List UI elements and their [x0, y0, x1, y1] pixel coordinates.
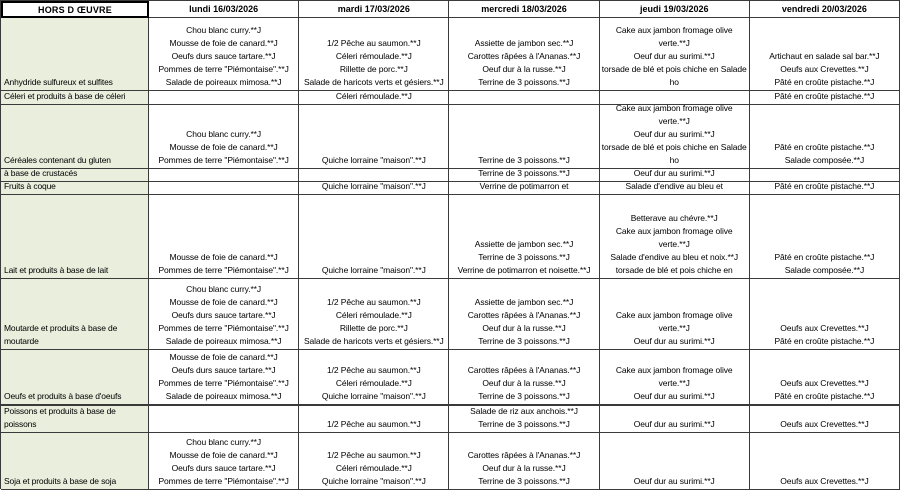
row-label-cell: [1, 182, 149, 195]
menu-item: Pommes de terre "Piémontaise".**J: [158, 64, 289, 74]
menu-item: Salade d'endive au bleu et: [625, 182, 723, 191]
menu-item: Céleri rémoulade.**J: [335, 51, 412, 61]
menu-item: Oeufs durs sauce tartare.**J: [171, 365, 276, 375]
table-row: [1, 279, 900, 350]
menu-cell: [149, 433, 299, 490]
menu-item: Cake aux jambon fromage olive verte.**J: [615, 310, 733, 333]
menu-item: Céleri rémoulade.**J: [335, 310, 412, 320]
menu-item: 1/2 Pêche au saumon.**J: [326, 450, 421, 460]
menu-cell: [600, 91, 750, 105]
menu-item: Oeufs aux Crevettes.**J: [780, 323, 869, 333]
menu-item: Cake aux jambon fromage olive verte.**J: [615, 226, 733, 249]
row-label-cell: [1, 406, 149, 433]
menu-item: Pommes de terre "Piémontaise".**J: [158, 323, 289, 333]
menu-cell: [449, 195, 599, 279]
menu-item: Mousse de foie de canard.**J: [169, 297, 278, 307]
row-label-cell: [1, 169, 149, 182]
row-label-line: Poissons et produits à base de: [4, 406, 116, 416]
menu-item: Carottes râpées à l'Ananas.**J: [467, 51, 581, 61]
menu-cell: [600, 195, 750, 279]
menu-item: torsade de blé et pois chiche en: [615, 265, 733, 275]
menu-item: Terrine de 3 poissons.**J: [478, 252, 570, 262]
menu-item: Quiche lorraine "maison".**J: [321, 265, 426, 275]
menu-item: Carottes râpées à l'Ananas.**J: [467, 310, 581, 320]
menu-item: Betterave au chévre.**J: [630, 213, 718, 223]
menu-item: Oeuf dur au surimi.**J: [633, 129, 715, 139]
menu-item: Assiette de jambon sec.**J: [474, 239, 574, 249]
row-label-cell: [1, 279, 149, 350]
menu-cell: [299, 433, 449, 490]
menu-cell: [299, 350, 449, 406]
menu-cell: [149, 350, 299, 406]
menu-cell: [299, 406, 449, 433]
table-row: [1, 195, 900, 279]
row-label-cell: [1, 18, 149, 91]
menu-item: Verrine de potimarron et noisette.**J: [457, 265, 591, 275]
menu-cell: [449, 18, 599, 91]
menu-item: Pâté en croûte pistache.**J: [774, 391, 875, 401]
column-header-label: lundi 16/03/2026: [189, 3, 259, 14]
menu-item: Rillette de porc.**J: [339, 64, 408, 74]
menu-item: Verrine de potimarron et: [479, 182, 569, 191]
menu-cell: [600, 182, 750, 195]
menu-item: Terrine de 3 poissons.**J: [478, 169, 570, 178]
menu-item: 1/2 Pêche au saumon.**J: [326, 38, 421, 48]
row-label-line: moutarde: [4, 336, 39, 346]
menu-item: Oeuf dur au surimi.**J: [633, 169, 715, 178]
menu-item: Chou blanc curry.**J: [186, 129, 262, 139]
menu-cell: [600, 433, 750, 490]
menu-item: Cake aux jambon fromage olive verte.**J: [615, 365, 733, 388]
table-row: [1, 350, 900, 406]
menu-cell: [750, 279, 900, 350]
menu-item: Oeufs aux Crevettes.**J: [780, 419, 869, 429]
menu-item: Oeuf dur au surimi.**J: [633, 51, 715, 61]
menu-cell: [750, 195, 900, 279]
menu-cell: [750, 433, 900, 490]
row-label-line: Anhydride sulfureux et sulfites: [4, 77, 113, 87]
menu-cell: [149, 279, 299, 350]
table-row: [1, 91, 900, 105]
menu-cell: [149, 105, 299, 169]
menu-cell: [600, 105, 750, 169]
menu-item: Chou blanc curry.**J: [186, 284, 262, 294]
table-row: [1, 182, 900, 195]
menu-item: Mousse de foie de canard.**J: [169, 352, 278, 362]
table-row: [1, 18, 900, 91]
row-label-line: Fruits à coque: [4, 182, 56, 191]
menu-item: torsade de blé et pois chiche en Salade ho: [601, 64, 747, 87]
menu-item: Chou blanc curry.**J: [186, 437, 262, 447]
row-label-line: Soja et produits à base de soja: [4, 476, 117, 486]
menu-cell: [449, 350, 599, 406]
menu-cell: [449, 433, 599, 490]
row-label-line: poissons: [4, 419, 37, 429]
table-row: [1, 406, 900, 433]
menu-item: Quiche lorraine "maison".**J: [321, 391, 426, 401]
menu-item: Pâté en croûte pistache.**J: [774, 142, 875, 152]
row-label-cell: [1, 350, 149, 406]
menu-cell: [750, 406, 900, 433]
menu-item: Terrine de 3 poissons.**J: [478, 391, 570, 401]
table-corner-title: [1, 1, 149, 18]
menu-item: Salade de haricots verts et gésiers.**J: [303, 77, 444, 87]
menu-item: Mousse de foie de canard.**J: [169, 38, 278, 48]
menu-cell: [449, 279, 599, 350]
column-header-day: [750, 1, 900, 18]
column-header-label: jeudi 19/03/2026: [639, 3, 709, 14]
row-label-line: Lait et produits à base de lait: [4, 265, 109, 275]
menu-item: Chou blanc curry.**J: [186, 25, 262, 35]
menu-item: Terrine de 3 poissons.**J: [478, 476, 570, 486]
menu-item: Carottes râpées à l'Ananas.**J: [467, 450, 581, 460]
menu-item: Cake aux jambon fromage olive verte.**J: [615, 105, 733, 126]
menu-item: 1/2 Pêche au saumon.**J: [326, 419, 421, 429]
menu-cell: [299, 195, 449, 279]
row-label-cell: [1, 195, 149, 279]
menu-cell: [600, 406, 750, 433]
menu-item: Oeuf dur au surimi.**J: [633, 336, 715, 346]
menu-item: Artichaut en salade sal bar.**J: [769, 51, 880, 61]
menu-cell: [299, 18, 449, 91]
menu-item: Terrine de 3 poissons.**J: [478, 336, 570, 346]
menu-item: Oeufs aux Crevettes.**J: [780, 64, 869, 74]
menu-cell: [750, 169, 900, 182]
menu-cell: [449, 91, 599, 105]
menu-item: Oeuf dur à la russe.**J: [482, 463, 566, 473]
menu-cell: [449, 169, 599, 182]
table-header-row: [1, 1, 900, 18]
row-label-cell: [1, 433, 149, 490]
menu-item: Salade d'endive au bleu et noix.**J: [610, 252, 739, 262]
menu-cell: [600, 279, 750, 350]
menu-item: Oeuf dur au surimi.**J: [633, 391, 715, 401]
menu-item: Céleri rémoulade.**J: [335, 91, 412, 101]
menu-item: Cake aux jambon fromage olive verte.**J: [615, 25, 733, 48]
menu-item: Quiche lorraine "maison".**J: [321, 476, 426, 486]
menu-cell: [149, 195, 299, 279]
menu-item: Salade de riz aux anchois.**J: [470, 406, 578, 416]
menu-cell: [149, 182, 299, 195]
menu-item: Oeufs aux Crevettes.**J: [780, 378, 869, 388]
menu-item: Pommes de terre "Piémontaise".**J: [158, 265, 289, 275]
menu-cell: [750, 182, 900, 195]
row-label-line: Céleri et produits à base de céleri: [4, 91, 126, 101]
menu-item: Salade de poireaux mimosa.**J: [165, 336, 282, 346]
menu-cell: [750, 350, 900, 406]
menu-item: Pommes de terre "Piémontaise".**J: [158, 378, 289, 388]
menu-item: Pâté en croûte pistache.**J: [774, 336, 875, 346]
column-header-day: [149, 1, 299, 18]
menu-item: Pâté en croûte pistache.**J: [774, 77, 875, 87]
menu-item: Assiette de jambon sec.**J: [474, 297, 574, 307]
row-label-cell: [1, 91, 149, 105]
menu-item: Terrine de 3 poissons.**J: [478, 419, 570, 429]
column-header-label: vendredi 20/03/2026: [781, 3, 867, 14]
column-header-label: mardi 17/03/2026: [337, 3, 410, 14]
menu-cell: [449, 406, 599, 433]
table-row: [1, 169, 900, 182]
row-label-cell: [1, 105, 149, 169]
menu-item: Pâté en croûte pistache.**J: [774, 91, 875, 101]
menu-item: Salade composée.**J: [784, 265, 865, 275]
row-label-line: Moutarde et produits à base de: [4, 323, 118, 333]
menu-item: Carottes râpées à l'Ananas.**J: [467, 365, 581, 375]
column-header-day: [449, 1, 599, 18]
menu-cell: [750, 91, 900, 105]
menu-item: Rillette de porc.**J: [339, 323, 408, 333]
menu-item: Oeuf dur à la russe.**J: [482, 64, 566, 74]
menu-item: Terrine de 3 poissons.**J: [478, 155, 570, 165]
menu-cell: [149, 169, 299, 182]
menu-item: 1/2 Pêche au saumon.**J: [326, 297, 421, 307]
row-label-line: à base de crustacés: [4, 169, 78, 178]
menu-item: Oeuf dur à la russe.**J: [482, 323, 566, 333]
menu-item: Oeufs aux Crevettes.**J: [780, 476, 869, 486]
menu-item: Céleri rémoulade.**J: [335, 463, 412, 473]
column-header-day: [299, 1, 449, 18]
corner-title-text: HORS D ŒUVRE: [38, 4, 112, 15]
column-header-label: mercredi 18/03/2026: [481, 3, 567, 14]
menu-cell: [449, 105, 599, 169]
menu-cell: [299, 105, 449, 169]
menu-item: Mousse de foie de canard.**J: [169, 142, 278, 152]
menu-cell: [600, 169, 750, 182]
menu-item: Pâté en croûte pistache.**J: [774, 182, 875, 191]
row-label-line: Oeufs et produits à base d'oeufs: [4, 391, 122, 401]
menu-item: Assiette de jambon sec.**J: [474, 38, 574, 48]
menu-item: Pâté en croûte pistache.**J: [774, 252, 875, 262]
menu-item: torsade de blé et pois chiche en Salade ho: [601, 142, 747, 165]
menu-item: Céleri rémoulade.**J: [335, 378, 412, 388]
menu-item: Mousse de foie de canard.**J: [169, 450, 278, 460]
menu-cell: [600, 350, 750, 406]
menu-item: Mousse de foie de canard.**J: [169, 252, 278, 262]
menu-item: Quiche lorraine "maison".**J: [321, 155, 426, 165]
menu-item: Salade composée.**J: [784, 155, 865, 165]
menu-item: Oeufs durs sauce tartare.**J: [171, 310, 276, 320]
menu-cell: [750, 105, 900, 169]
menu-cell: [149, 18, 299, 91]
table-row: [1, 433, 900, 490]
menu-cell: [299, 279, 449, 350]
menu-item: 1/2 Pêche au saumon.**J: [326, 365, 421, 375]
menu-cell: [600, 18, 750, 91]
menu-cell: [299, 91, 449, 105]
menu-item: Quiche lorraine "maison".**J: [321, 182, 426, 191]
menu-cell: [149, 406, 299, 433]
menu-item: Salade de poireaux mimosa.**J: [165, 391, 282, 401]
menu-cell: [149, 91, 299, 105]
row-label-line: Céréales contenant du gluten: [4, 155, 111, 165]
column-header-day: [600, 1, 750, 18]
menu-cell: [449, 182, 599, 195]
menu-item: Oeufs durs sauce tartare.**J: [171, 463, 276, 473]
menu-cell: [750, 18, 900, 91]
menu-item: Oeufs durs sauce tartare.**J: [171, 51, 276, 61]
menu-item: Oeuf dur au surimi.**J: [633, 419, 715, 429]
menu-item: Terrine de 3 poissons.**J: [478, 77, 570, 87]
menu-item: Oeuf dur à la russe.**J: [482, 378, 566, 388]
table-row: [1, 105, 900, 169]
menu-item: Pommes de terre "Piémontaise".**J: [158, 155, 289, 165]
menu-item: Oeuf dur au surimi.**J: [633, 476, 715, 486]
menu-item: Salade de poireaux mimosa.**J: [165, 77, 282, 87]
menu-cell: [299, 182, 449, 195]
menu-item: Salade de haricots verts et gésiers.**J: [303, 336, 444, 346]
menu-cell: [299, 169, 449, 182]
menu-item: Pommes de terre "Piémontaise".**J: [158, 476, 289, 486]
